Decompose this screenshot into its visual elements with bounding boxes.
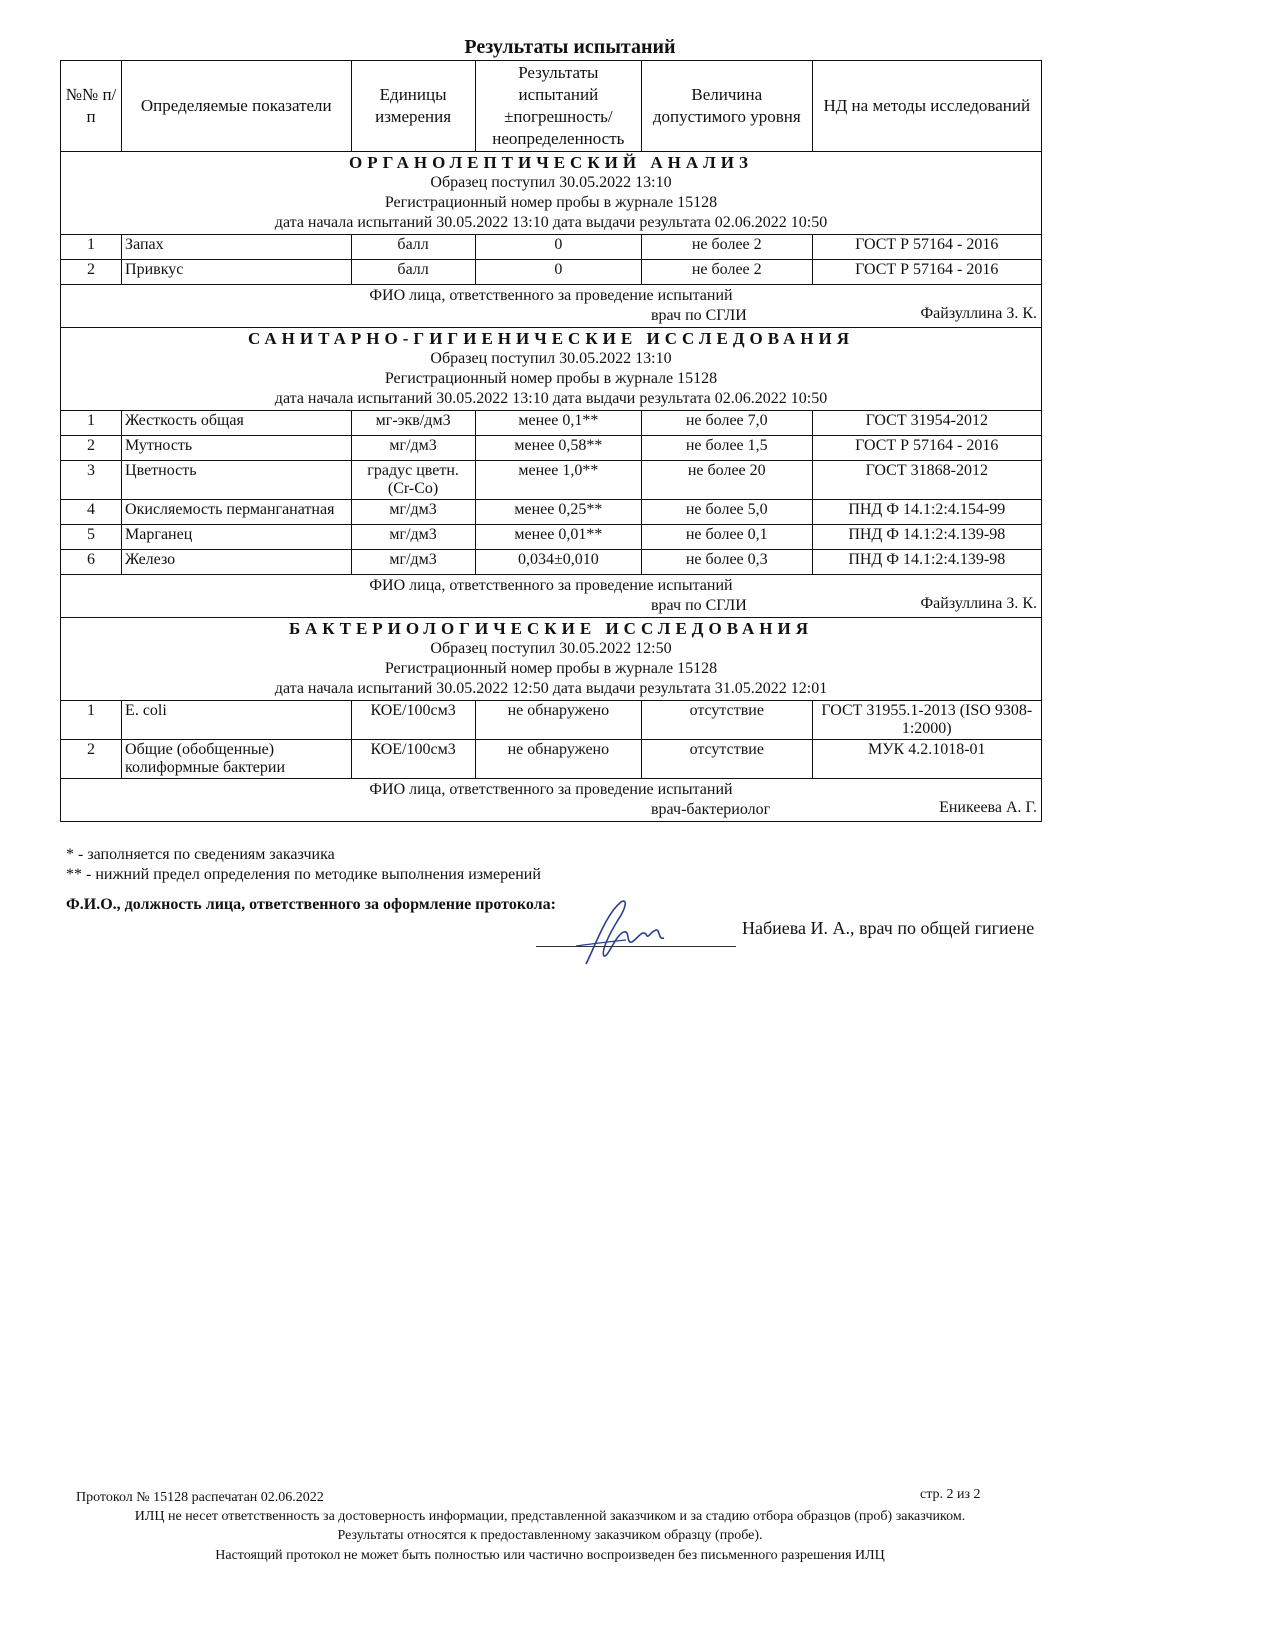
responsible-label: ФИО лица, ответственного за проведение испытаний — [369, 781, 733, 798]
responsible-label: ФИО лица, ответственного за проведение испытаний — [369, 287, 733, 304]
responsible-row — [61, 575, 1042, 618]
row-number: 5 — [61, 525, 122, 550]
footnote-asterisk: * - заполняется по сведениям заказчика — [66, 846, 335, 863]
responsible-label: ФИО лица, ответственного за проведение испытаний — [369, 577, 733, 594]
row-units: мг/дм3 — [351, 500, 475, 525]
row-number: 6 — [61, 550, 122, 575]
row-method: ГОСТ 31868-2012 — [812, 461, 1041, 500]
row-limit: не более 0,3 — [642, 550, 813, 575]
row-units: мг-экв/дм3 — [351, 411, 475, 436]
row-limit: не более 2 — [642, 235, 813, 260]
section-reg-number: Регистрационный номер пробы в журнале 15128 — [384, 660, 718, 677]
table-row — [61, 235, 1042, 260]
section-header-row — [61, 618, 1042, 701]
footnotes — [66, 845, 541, 885]
table-header-row — [61, 61, 1042, 152]
row-method: ПНД Ф 14.1:2:4.139-98 — [812, 550, 1041, 575]
section-dates: дата начала испытаний 30.05.2022 13:10 дата выдачи результата 02.06.2022 10:50 — [274, 214, 828, 231]
row-indicator: Жесткость общая — [122, 411, 351, 436]
signature-label: Ф.И.О., должность лица, ответственного за оформление протокола: — [66, 896, 556, 913]
row-result: 0 — [475, 235, 641, 260]
row-method: ПНД Ф 14.1:2:4.154-99 — [812, 500, 1041, 525]
header-num: №№ п/п — [61, 61, 122, 152]
row-units: КОЕ/100см3 — [351, 701, 475, 740]
table-row — [61, 525, 1042, 550]
row-indicator: Марганец — [122, 525, 351, 550]
row-indicator: Мутность — [122, 436, 351, 461]
footer-protocol: Протокол № 15128 распечатан 02.06.2022 — [76, 1490, 324, 1505]
document-title: Результаты испытаний — [464, 36, 676, 58]
row-number: 1 — [61, 235, 122, 260]
row-units: мг/дм3 — [351, 436, 475, 461]
section-heading: ОРГАНОЛЕПТИЧЕСКИЙ АНАЛИЗ — [349, 153, 753, 172]
row-result: не обнаружено — [475, 740, 641, 779]
footer-page-number: стр. 2 из 2 — [920, 1487, 981, 1502]
table-row — [61, 411, 1042, 436]
row-result: 0,034±0,010 — [475, 550, 641, 575]
row-indicator: Привкус — [122, 260, 351, 285]
header-indicator: Определяемые показатели — [122, 61, 351, 152]
row-number: 3 — [61, 461, 122, 500]
responsible-position: врач-бактериолог — [651, 801, 771, 818]
header-units: Единицы измерения — [351, 61, 475, 152]
table-body — [61, 152, 1042, 822]
row-number: 1 — [61, 701, 122, 740]
header-limit: Величина допустимого уровня — [642, 61, 813, 152]
row-method: ПНД Ф 14.1:2:4.139-98 — [812, 525, 1041, 550]
row-limit: не более 2 — [642, 260, 813, 285]
row-method: ГОСТ Р 57164 - 2016 — [812, 235, 1041, 260]
row-indicator: Окисляемость перманганатная — [122, 500, 351, 525]
row-result: 0 — [475, 260, 641, 285]
section-header — [61, 328, 1042, 411]
responsible-row — [61, 285, 1042, 328]
row-limit: не более 20 — [642, 461, 813, 500]
responsible-position: врач по СГЛИ — [651, 597, 747, 614]
row-number: 2 — [61, 260, 122, 285]
footer-disclaimer: ИЛЦ не несет ответственность за достоверность информации, представленной заказчиком и за стадию отбора образцов (проб) заказчиком. — [134, 1509, 966, 1524]
row-number: 2 — [61, 436, 122, 461]
section-dates: дата начала испытаний 30.05.2022 12:50 дата выдачи результата 31.05.2022 12:01 — [274, 680, 828, 697]
row-limit: отсутствие — [642, 701, 813, 740]
responsible-name: Еникеева А. Г. — [939, 799, 1037, 816]
row-number: 1 — [61, 411, 122, 436]
row-result: менее 0,1** — [475, 411, 641, 436]
row-indicator: Общие (обобщенные) колиформные бактерии — [122, 740, 351, 779]
section-header — [61, 152, 1042, 235]
row-method: ГОСТ 31954-2012 — [812, 411, 1041, 436]
table-row — [61, 550, 1042, 575]
footnote-double-asterisk: ** - нижний предел определения по методике выполнения измерений — [66, 866, 541, 883]
row-limit: не более 0,1 — [642, 525, 813, 550]
signature-block — [66, 894, 1066, 974]
signature-name: Набиева И. А., врач по общей гигиене — [742, 918, 1035, 938]
row-limit: не более 5,0 — [642, 500, 813, 525]
handwritten-signature — [546, 894, 706, 974]
section-reg-number: Регистрационный номер пробы в журнале 15128 — [384, 194, 718, 211]
row-units: КОЕ/100см3 — [351, 740, 475, 779]
row-limit: не более 7,0 — [642, 411, 813, 436]
responsible-cell — [61, 779, 1042, 822]
table-row — [61, 701, 1042, 740]
results-table — [60, 60, 1042, 822]
section-header — [61, 618, 1042, 701]
row-number: 4 — [61, 500, 122, 525]
section-header-row — [61, 328, 1042, 411]
header-result: Результаты испытаний ±погрешность/ неопределенность — [475, 61, 641, 152]
row-limit: не более 1,5 — [642, 436, 813, 461]
responsible-position: врач по СГЛИ — [651, 307, 747, 324]
header-method: НД на методы исследований — [812, 61, 1041, 152]
section-header-row — [61, 152, 1042, 235]
row-result: менее 0,01** — [475, 525, 641, 550]
responsible-name: Файзуллина З. К. — [920, 595, 1037, 612]
row-method: ГОСТ Р 57164 - 2016 — [812, 260, 1041, 285]
row-indicator: E. coli — [122, 701, 351, 740]
signature-line — [536, 946, 736, 947]
row-units: балл — [351, 235, 475, 260]
responsible-name: Файзуллина З. К. — [920, 305, 1037, 322]
row-units: мг/дм3 — [351, 525, 475, 550]
row-indicator: Запах — [122, 235, 351, 260]
footer-reproduction: Настоящий протокол не может быть полностью или частично воспроизведен без письменного разрешения ИЛЦ — [215, 1548, 885, 1563]
row-units: мг/дм3 — [351, 550, 475, 575]
responsible-row — [61, 779, 1042, 822]
row-indicator: Железо — [122, 550, 351, 575]
table-row — [61, 740, 1042, 779]
section-dates: дата начала испытаний 30.05.2022 13:10 дата выдачи результата 02.06.2022 10:50 — [274, 390, 828, 407]
row-limit: отсутствие — [642, 740, 813, 779]
responsible-cell — [61, 575, 1042, 618]
table-row — [61, 461, 1042, 500]
row-result: менее 0,58** — [475, 436, 641, 461]
section-received: Образец поступил 30.05.2022 13:10 — [430, 350, 672, 367]
table-row — [61, 500, 1042, 525]
table-row — [61, 436, 1042, 461]
section-heading: САНИТАРНО-ГИГИЕНИЧЕСКИЕ ИССЛЕДОВАНИЯ — [247, 329, 855, 348]
section-received: Образец поступил 30.05.2022 13:10 — [430, 174, 672, 191]
table-row — [61, 260, 1042, 285]
row-units: градус цветн.(Cr-Co) — [351, 461, 475, 500]
row-method: МУК 4.2.1018-01 — [812, 740, 1041, 779]
row-result: не обнаружено — [475, 701, 641, 740]
row-method: ГОСТ 31955.1-2013 (ISO 9308-1:2000) — [812, 701, 1041, 740]
section-received: Образец поступил 30.05.2022 12:50 — [430, 640, 672, 657]
section-reg-number: Регистрационный номер пробы в журнале 15128 — [384, 370, 718, 387]
row-indicator: Цветность — [122, 461, 351, 500]
row-result: менее 0,25** — [475, 500, 641, 525]
responsible-cell — [61, 285, 1042, 328]
section-heading: БАКТЕРИОЛОГИЧЕСКИЕ ИССЛЕДОВАНИЯ — [289, 619, 813, 638]
row-number: 2 — [61, 740, 122, 779]
footer-scope: Результаты относятся к предоставленному заказчиком образцу (пробе). — [337, 1528, 763, 1543]
row-units: балл — [351, 260, 475, 285]
row-result: менее 1,0** — [475, 461, 641, 500]
row-method: ГОСТ Р 57164 - 2016 — [812, 436, 1041, 461]
